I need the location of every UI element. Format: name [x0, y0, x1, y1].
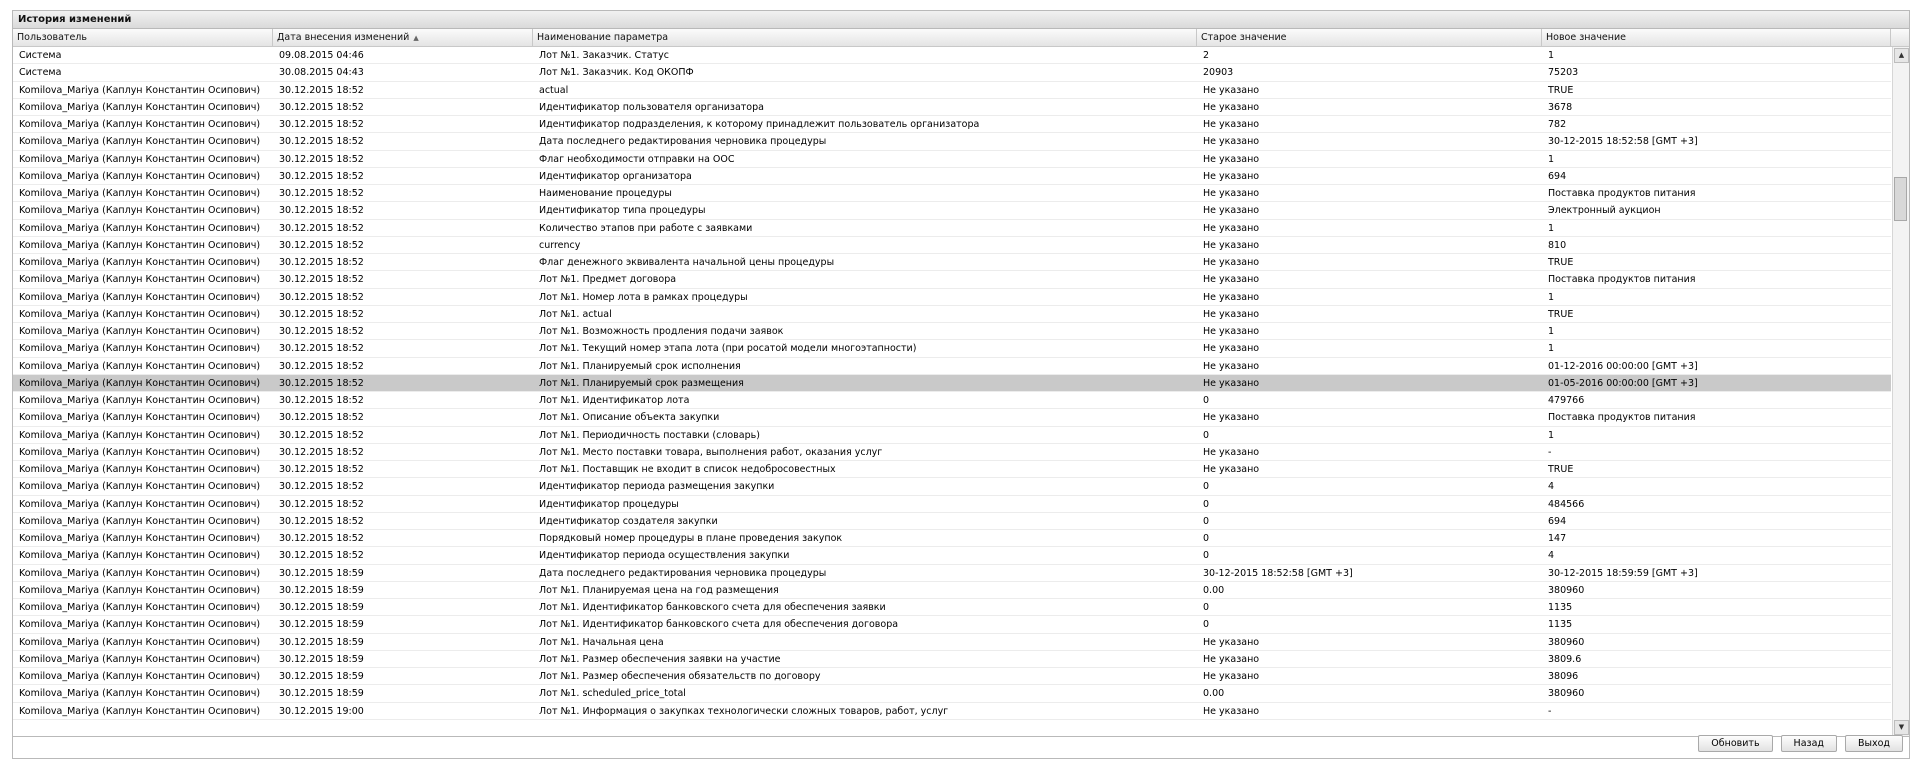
cell-user: Komilova_Mariya (Каплун Константин Осипович) [19, 671, 261, 682]
table-row[interactable] [13, 427, 1891, 444]
cell-parameter: Лот №1. Начальная цена [539, 636, 664, 648]
grid-header [13, 29, 1909, 47]
table-row[interactable] [13, 496, 1891, 513]
cell-user: Komilova_Mariya (Каплун Константин Осипович) [19, 412, 261, 424]
cell-parameter: Дата последнего редактирования черновика процедуры [539, 567, 827, 579]
table-row[interactable] [13, 668, 1891, 685]
cell-new-value: 3809.6 [1548, 653, 1582, 665]
cell-date: 30.12.2015 18:52 [279, 205, 364, 217]
cell-new-value: 1 [1548, 153, 1555, 165]
cell-parameter: Лот №1. Заказчик. Статус [539, 50, 669, 61]
cell-user: Komilova_Mariya (Каплун Константин Осипович) [19, 360, 261, 372]
cell-date: 30.12.2015 18:52 [279, 446, 364, 458]
cell-parameter: Лот №1. Поставщик не входит в список недобросовестных [539, 464, 836, 475]
table-row[interactable] [13, 185, 1891, 202]
cell-user: Komilova_Mariya (Каплун Константин Осипович) [19, 136, 261, 148]
cell-old-value: 0 [1203, 429, 1210, 441]
cell-parameter: Лот №1. Место поставки товара, выполнения работ, оказания услуг [539, 446, 883, 458]
cell-parameter: Лот №1. Номер лота в рамках процедуры [539, 291, 748, 303]
cell-date: 30.12.2015 18:52 [279, 498, 364, 510]
cell-date: 30.12.2015 18:59 [279, 584, 364, 596]
cell-old-value: 0 [1203, 481, 1210, 493]
cell-date: 30.12.2015 18:52 [279, 481, 364, 493]
column-header-label: Пользователь [17, 32, 87, 43]
cell-user: Komilova_Mariya (Каплун Константин Осипович) [19, 222, 261, 234]
cell-old-value: Не указано [1203, 101, 1260, 113]
table-row[interactable] [13, 47, 1891, 64]
cell-user: Komilova_Mariya (Каплун Константин Осипович) [19, 619, 261, 631]
cell-user: Komilova_Mariya (Каплун Константин Осипович) [19, 498, 261, 510]
cell-new-value: 1 [1548, 326, 1555, 337]
cell-user: Komilova_Mariya (Каплун Константин Осипович) [19, 636, 261, 648]
cell-user: Komilova_Mariya (Каплун Константин Осипович) [19, 343, 261, 355]
cell-old-value: 0 [1203, 395, 1210, 406]
cell-parameter: Идентификатор периода размещения закупки [539, 481, 775, 493]
cell-parameter: Лот №1. scheduled_price_total [539, 688, 686, 700]
cell-parameter: Лот №1. Идентификатор банковского счета для обеспечения договора [539, 619, 899, 631]
cell-date: 09.08.2015 04:46 [279, 50, 364, 61]
cell-new-value: 1135 [1548, 619, 1573, 631]
column-header-label: Новое значение [1546, 32, 1627, 43]
cell-date: 30.12.2015 18:52 [279, 257, 364, 268]
cell-old-value: Не указано [1203, 274, 1260, 286]
cell-date: 30.12.2015 18:52 [279, 291, 364, 303]
cell-user: Komilova_Mariya (Каплун Константин Осипович) [19, 188, 261, 199]
cell-date: 30.12.2015 18:52 [279, 377, 364, 389]
cell-user: Komilova_Mariya (Каплун Константин Осипович) [19, 239, 261, 251]
cell-date: 30.12.2015 18:52 [279, 274, 364, 286]
cell-parameter: Лот №1. actual [539, 308, 612, 320]
cell-old-value: Не указано [1203, 84, 1260, 96]
cell-user: Komilova_Mariya (Каплун Константин Осипович) [19, 602, 261, 613]
cell-new-value: 484566 [1548, 498, 1585, 510]
cell-parameter: Лот №1. Информация о закупках технологически сложных товаров, работ, услуг [539, 705, 949, 717]
cell-parameter: Лот №1. Планируемый срок размещения [539, 377, 744, 389]
cell-user: Komilova_Mariya (Каплун Константин Осипович) [19, 515, 261, 527]
cell-old-value: Не указано [1203, 464, 1260, 475]
table-row[interactable] [13, 82, 1891, 99]
cell-parameter: Лот №1. Текущий номер этапа лота (при росатой модели многоэтапности) [539, 343, 917, 355]
cell-new-value: 01-12-2016 00:00:00 [GMT +3] [1548, 360, 1698, 372]
cell-new-value: TRUE [1548, 257, 1574, 268]
table-row[interactable] [13, 271, 1891, 288]
cell-new-value: 810 [1548, 239, 1567, 251]
cell-user: Komilova_Mariya (Каплун Константин Осипович) [19, 705, 261, 717]
cell-new-value: 479766 [1548, 395, 1585, 406]
cell-user: Komilova_Mariya (Каплун Константин Осипович) [19, 464, 261, 475]
scroll-up-icon[interactable]: ▲ [1894, 48, 1909, 63]
cell-old-value: Не указано [1203, 239, 1260, 251]
cell-old-value: Не указано [1203, 412, 1260, 424]
cell-old-value: Не указано [1203, 153, 1260, 165]
table-row[interactable] [13, 616, 1891, 633]
cell-date: 30.12.2015 18:59 [279, 671, 364, 682]
cell-new-value: 782 [1548, 119, 1567, 130]
cell-date: 30.12.2015 18:52 [279, 464, 364, 475]
cell-parameter: Флаг необходимости отправки на ООС [539, 153, 735, 165]
cell-new-value: 1 [1548, 291, 1555, 303]
cell-parameter: Лот №1. Периодичность поставки (словарь) [539, 429, 760, 441]
table-row[interactable] [13, 306, 1891, 323]
cell-new-value: Поставка продуктов питания [1548, 412, 1696, 424]
table-row[interactable] [13, 202, 1891, 219]
column-header-old-value[interactable] [1197, 29, 1542, 46]
cell-old-value: 0 [1203, 619, 1210, 631]
cell-user: Komilova_Mariya (Каплун Константин Осипович) [19, 688, 261, 700]
cell-user: Komilova_Mariya (Каплун Константин Осипович) [19, 550, 261, 562]
cell-new-value: Поставка продуктов питания [1548, 188, 1696, 199]
refresh-button[interactable]: Обновить [1698, 735, 1772, 752]
table-row[interactable] [13, 634, 1891, 651]
cell-user: Komilova_Mariya (Каплун Константин Осипович) [19, 205, 261, 217]
cell-user: Komilova_Mariya (Каплун Константин Осипович) [19, 274, 261, 286]
cell-date: 30.12.2015 18:52 [279, 239, 364, 251]
cell-date: 30.08.2015 04:43 [279, 67, 364, 79]
cell-user: Komilova_Mariya (Каплун Константин Осипович) [19, 326, 261, 337]
cell-new-value: 1 [1548, 50, 1555, 61]
cell-old-value: 0.00 [1203, 584, 1225, 596]
cell-parameter: Лот №1. Размер обеспечения заявки на участие [539, 653, 781, 665]
cell-new-value: 30-12-2015 18:52:58 [GMT +3] [1548, 136, 1698, 148]
cell-new-value: 380960 [1548, 584, 1585, 596]
cell-date: 30.12.2015 18:52 [279, 429, 364, 441]
cell-parameter: Лот №1. Предмет договора [539, 274, 677, 286]
table-row[interactable] [13, 254, 1891, 271]
column-header-parameter[interactable] [533, 29, 1197, 46]
cell-user: Komilova_Mariya (Каплун Константин Осипович) [19, 170, 261, 182]
table-row[interactable] [13, 151, 1891, 168]
change-history-panel [12, 10, 1910, 759]
cell-new-value: 147 [1548, 533, 1567, 544]
cell-date: 30.12.2015 18:59 [279, 653, 364, 665]
table-row[interactable] [13, 547, 1891, 564]
table-row[interactable] [13, 685, 1891, 702]
table-row[interactable] [13, 64, 1891, 81]
cell-date: 30.12.2015 18:52 [279, 153, 364, 165]
cell-old-value: 2 [1203, 50, 1210, 61]
cell-old-value: Не указано [1203, 705, 1260, 717]
cell-parameter: Лот №1. Заказчик. Код ОКОПФ [539, 67, 694, 79]
cell-user: Komilova_Mariya (Каплун Константин Осипович) [19, 567, 261, 579]
table-row[interactable] [13, 323, 1891, 340]
cell-parameter: actual [539, 84, 569, 96]
history-grid [13, 29, 1909, 737]
back-button[interactable]: Назад [1781, 735, 1837, 752]
column-header-label: Старое значение [1201, 32, 1287, 43]
cell-old-value: 0.00 [1203, 688, 1225, 700]
cell-old-value: Не указано [1203, 343, 1260, 355]
cell-date: 30.12.2015 18:52 [279, 550, 364, 562]
cell-user: Komilova_Mariya (Каплун Константин Осипович) [19, 84, 261, 96]
scroll-down-icon[interactable]: ▼ [1894, 720, 1909, 735]
cell-parameter: Идентификатор организатора [539, 170, 692, 182]
table-row[interactable] [13, 513, 1891, 530]
cell-date: 30.12.2015 18:52 [279, 412, 364, 424]
table-row[interactable] [13, 99, 1891, 116]
cell-old-value: 0 [1203, 602, 1210, 613]
cell-user: Komilova_Mariya (Каплун Константин Осипович) [19, 446, 261, 458]
cell-user: Система [19, 67, 62, 79]
cell-date: 30.12.2015 19:00 [279, 705, 364, 717]
cell-old-value: Не указано [1203, 170, 1260, 182]
cell-date: 30.12.2015 18:59 [279, 688, 364, 700]
cell-new-value: - [1548, 446, 1552, 458]
cell-parameter: Идентификатор периода осуществления закупки [539, 550, 790, 562]
column-header-date[interactable] [273, 29, 533, 46]
table-row[interactable] [13, 530, 1891, 547]
cell-old-value: Не указано [1203, 671, 1260, 682]
column-header-new-value[interactable] [1542, 29, 1891, 46]
cell-old-value: Не указано [1203, 119, 1260, 130]
cell-old-value: Не указано [1203, 636, 1260, 648]
cell-new-value: - [1548, 705, 1552, 717]
vertical-scrollbar[interactable] [1892, 47, 1909, 736]
cell-new-value: 01-05-2016 00:00:00 [GMT +3] [1548, 377, 1698, 389]
table-row[interactable] [13, 582, 1891, 599]
cell-old-value: 20903 [1203, 67, 1234, 79]
cell-new-value: 1135 [1548, 602, 1573, 613]
cell-new-value: 1 [1548, 222, 1555, 234]
cell-old-value: Не указано [1203, 377, 1260, 389]
cell-old-value: Не указано [1203, 188, 1260, 199]
cell-date: 30.12.2015 18:59 [279, 602, 364, 613]
cell-old-value: 0 [1203, 515, 1210, 527]
cell-old-value: 0 [1203, 498, 1210, 510]
sort-ascending-icon: ▲ [413, 34, 419, 42]
cell-date: 30.12.2015 18:52 [279, 101, 364, 113]
cell-new-value: 1 [1548, 343, 1555, 355]
cell-user: Komilova_Mariya (Каплун Константин Осипович) [19, 119, 261, 130]
column-header-user[interactable] [13, 29, 273, 46]
cell-parameter: Количество этапов при работе с заявками [539, 222, 753, 234]
cell-date: 30.12.2015 18:59 [279, 619, 364, 631]
table-row[interactable] [13, 392, 1891, 409]
cell-old-value: 0 [1203, 533, 1210, 544]
cell-new-value: 4 [1548, 481, 1555, 493]
table-row[interactable] [13, 565, 1891, 582]
cell-date: 30.12.2015 18:52 [279, 533, 364, 544]
table-row[interactable] [13, 375, 1891, 392]
cell-new-value: 4 [1548, 550, 1555, 562]
cell-old-value: Не указано [1203, 446, 1260, 458]
cell-parameter: Порядковый номер процедуры в плане проведения закупок [539, 533, 843, 544]
cell-old-value: 0 [1203, 550, 1210, 562]
cell-parameter: Лот №1. Планируемая цена на год размещения [539, 584, 779, 596]
cell-new-value: 1 [1548, 429, 1555, 441]
cell-user: Komilova_Mariya (Каплун Константин Осипович) [19, 153, 261, 165]
cell-parameter: Дата последнего редактирования черновика процедуры [539, 136, 827, 148]
cell-old-value: Не указано [1203, 291, 1260, 303]
cell-new-value: 380960 [1548, 688, 1585, 700]
cell-date: 30.12.2015 18:59 [279, 636, 364, 648]
grid-body [13, 47, 1909, 736]
cell-new-value: 380960 [1548, 636, 1585, 648]
cell-date: 30.12.2015 18:52 [279, 136, 364, 148]
cell-parameter: Лот №1. Идентификатор лота [539, 395, 690, 406]
column-header-label: Наименование параметра [537, 32, 669, 43]
cell-parameter: Идентификатор типа процедуры [539, 205, 706, 217]
cell-date: 30.12.2015 18:52 [279, 84, 364, 96]
cell-date: 30.12.2015 18:52 [279, 343, 364, 355]
cell-new-value: Поставка продуктов питания [1548, 274, 1696, 286]
column-header-label: Дата внесения изменений [277, 32, 410, 43]
table-row[interactable] [13, 409, 1891, 426]
cell-date: 30.12.2015 18:52 [279, 515, 364, 527]
cell-date: 30.12.2015 18:52 [279, 222, 364, 234]
cell-user: Система [19, 50, 62, 61]
cell-user: Komilova_Mariya (Каплун Константин Осипович) [19, 653, 261, 665]
cell-parameter: Лот №1. Идентификатор банковского счета для обеспечения заявки [539, 602, 886, 613]
cell-user: Komilova_Mariya (Каплун Константин Осипович) [19, 291, 261, 303]
table-row[interactable] [13, 444, 1891, 461]
cell-user: Komilova_Mariya (Каплун Константин Осипович) [19, 481, 261, 493]
table-row[interactable] [13, 651, 1891, 668]
cell-old-value: Не указано [1203, 136, 1260, 148]
cell-new-value: TRUE [1548, 308, 1574, 320]
table-row[interactable] [13, 133, 1891, 150]
cell-old-value: Не указано [1203, 326, 1260, 337]
table-row[interactable] [13, 599, 1891, 616]
scrollbar-thumb[interactable] [1894, 177, 1907, 221]
cell-old-value: 30-12-2015 18:52:58 [GMT +3] [1203, 567, 1353, 579]
table-row[interactable] [13, 168, 1891, 185]
cell-user: Komilova_Mariya (Каплун Константин Осипович) [19, 101, 261, 113]
table-row[interactable] [13, 478, 1891, 495]
cell-new-value: 75203 [1548, 67, 1579, 79]
cell-date: 30.12.2015 18:52 [279, 395, 364, 406]
cell-parameter: Идентификатор создателя закупки [539, 515, 718, 527]
cell-old-value: Не указано [1203, 257, 1260, 268]
cell-new-value: 30-12-2015 18:59:59 [GMT +3] [1548, 567, 1698, 579]
cell-parameter: currency [539, 239, 581, 251]
cell-user: Komilova_Mariya (Каплун Константин Осипович) [19, 584, 261, 596]
cell-user: Komilova_Mariya (Каплун Константин Осипович) [19, 257, 261, 268]
cell-new-value: 694 [1548, 515, 1567, 527]
cell-user: Komilova_Mariya (Каплун Константин Осипович) [19, 308, 261, 320]
table-row[interactable] [13, 220, 1891, 237]
cell-new-value: TRUE [1548, 84, 1574, 96]
cell-date: 30.12.2015 18:52 [279, 360, 364, 372]
cell-new-value: Электронный аукцион [1548, 205, 1661, 217]
cell-parameter: Лот №1. Описание объекта закупки [539, 412, 720, 424]
table-row[interactable] [13, 703, 1891, 720]
cell-date: 30.12.2015 18:52 [279, 119, 364, 130]
cell-user: Komilova_Mariya (Каплун Константин Осипович) [19, 395, 261, 406]
cell-date: 30.12.2015 18:52 [279, 170, 364, 182]
cell-old-value: Не указано [1203, 222, 1260, 234]
cell-user: Komilova_Mariya (Каплун Константин Осипович) [19, 377, 261, 389]
cell-parameter: Лот №1. Возможность продления подачи заявок [539, 326, 784, 337]
cell-old-value: Не указано [1203, 653, 1260, 665]
cell-old-value: Не указано [1203, 205, 1260, 217]
cell-user: Komilova_Mariya (Каплун Константин Осипович) [19, 429, 261, 441]
cell-parameter: Идентификатор подразделения, к которому принадлежит пользователь организатора [539, 119, 980, 130]
cell-new-value: TRUE [1548, 464, 1574, 475]
exit-button[interactable]: Выход [1845, 735, 1903, 752]
cell-parameter: Идентификатор процедуры [539, 498, 679, 510]
table-row[interactable] [13, 116, 1891, 133]
cell-new-value: 694 [1548, 170, 1567, 182]
cell-old-value: Не указано [1203, 360, 1260, 372]
cell-new-value: 3678 [1548, 101, 1573, 113]
table-row[interactable] [13, 340, 1891, 357]
cell-parameter: Идентификатор пользователя организатора [539, 101, 764, 113]
cell-user: Komilova_Mariya (Каплун Константин Осипович) [19, 533, 261, 544]
cell-parameter: Лот №1. Размер обеспечения обязательств по договору [539, 671, 821, 682]
panel-title: История изменений [13, 11, 1909, 29]
table-row[interactable] [13, 289, 1891, 306]
cell-parameter: Флаг денежного эквивалента начальной цены процедуры [539, 257, 835, 268]
cell-old-value: Не указано [1203, 308, 1260, 320]
cell-parameter: Лот №1. Планируемый срок исполнения [539, 360, 741, 372]
cell-date: 30.12.2015 18:52 [279, 308, 364, 320]
cell-new-value: 38096 [1548, 671, 1579, 682]
table-row[interactable] [13, 461, 1891, 478]
footer-buttons [1698, 735, 1903, 752]
grid-rows [13, 47, 1891, 720]
table-row[interactable] [13, 237, 1891, 254]
cell-date: 30.12.2015 18:59 [279, 567, 364, 579]
cell-date: 30.12.2015 18:52 [279, 326, 364, 337]
table-row[interactable] [13, 358, 1891, 375]
cell-date: 30.12.2015 18:52 [279, 188, 364, 199]
cell-parameter: Наименование процедуры [539, 188, 672, 199]
